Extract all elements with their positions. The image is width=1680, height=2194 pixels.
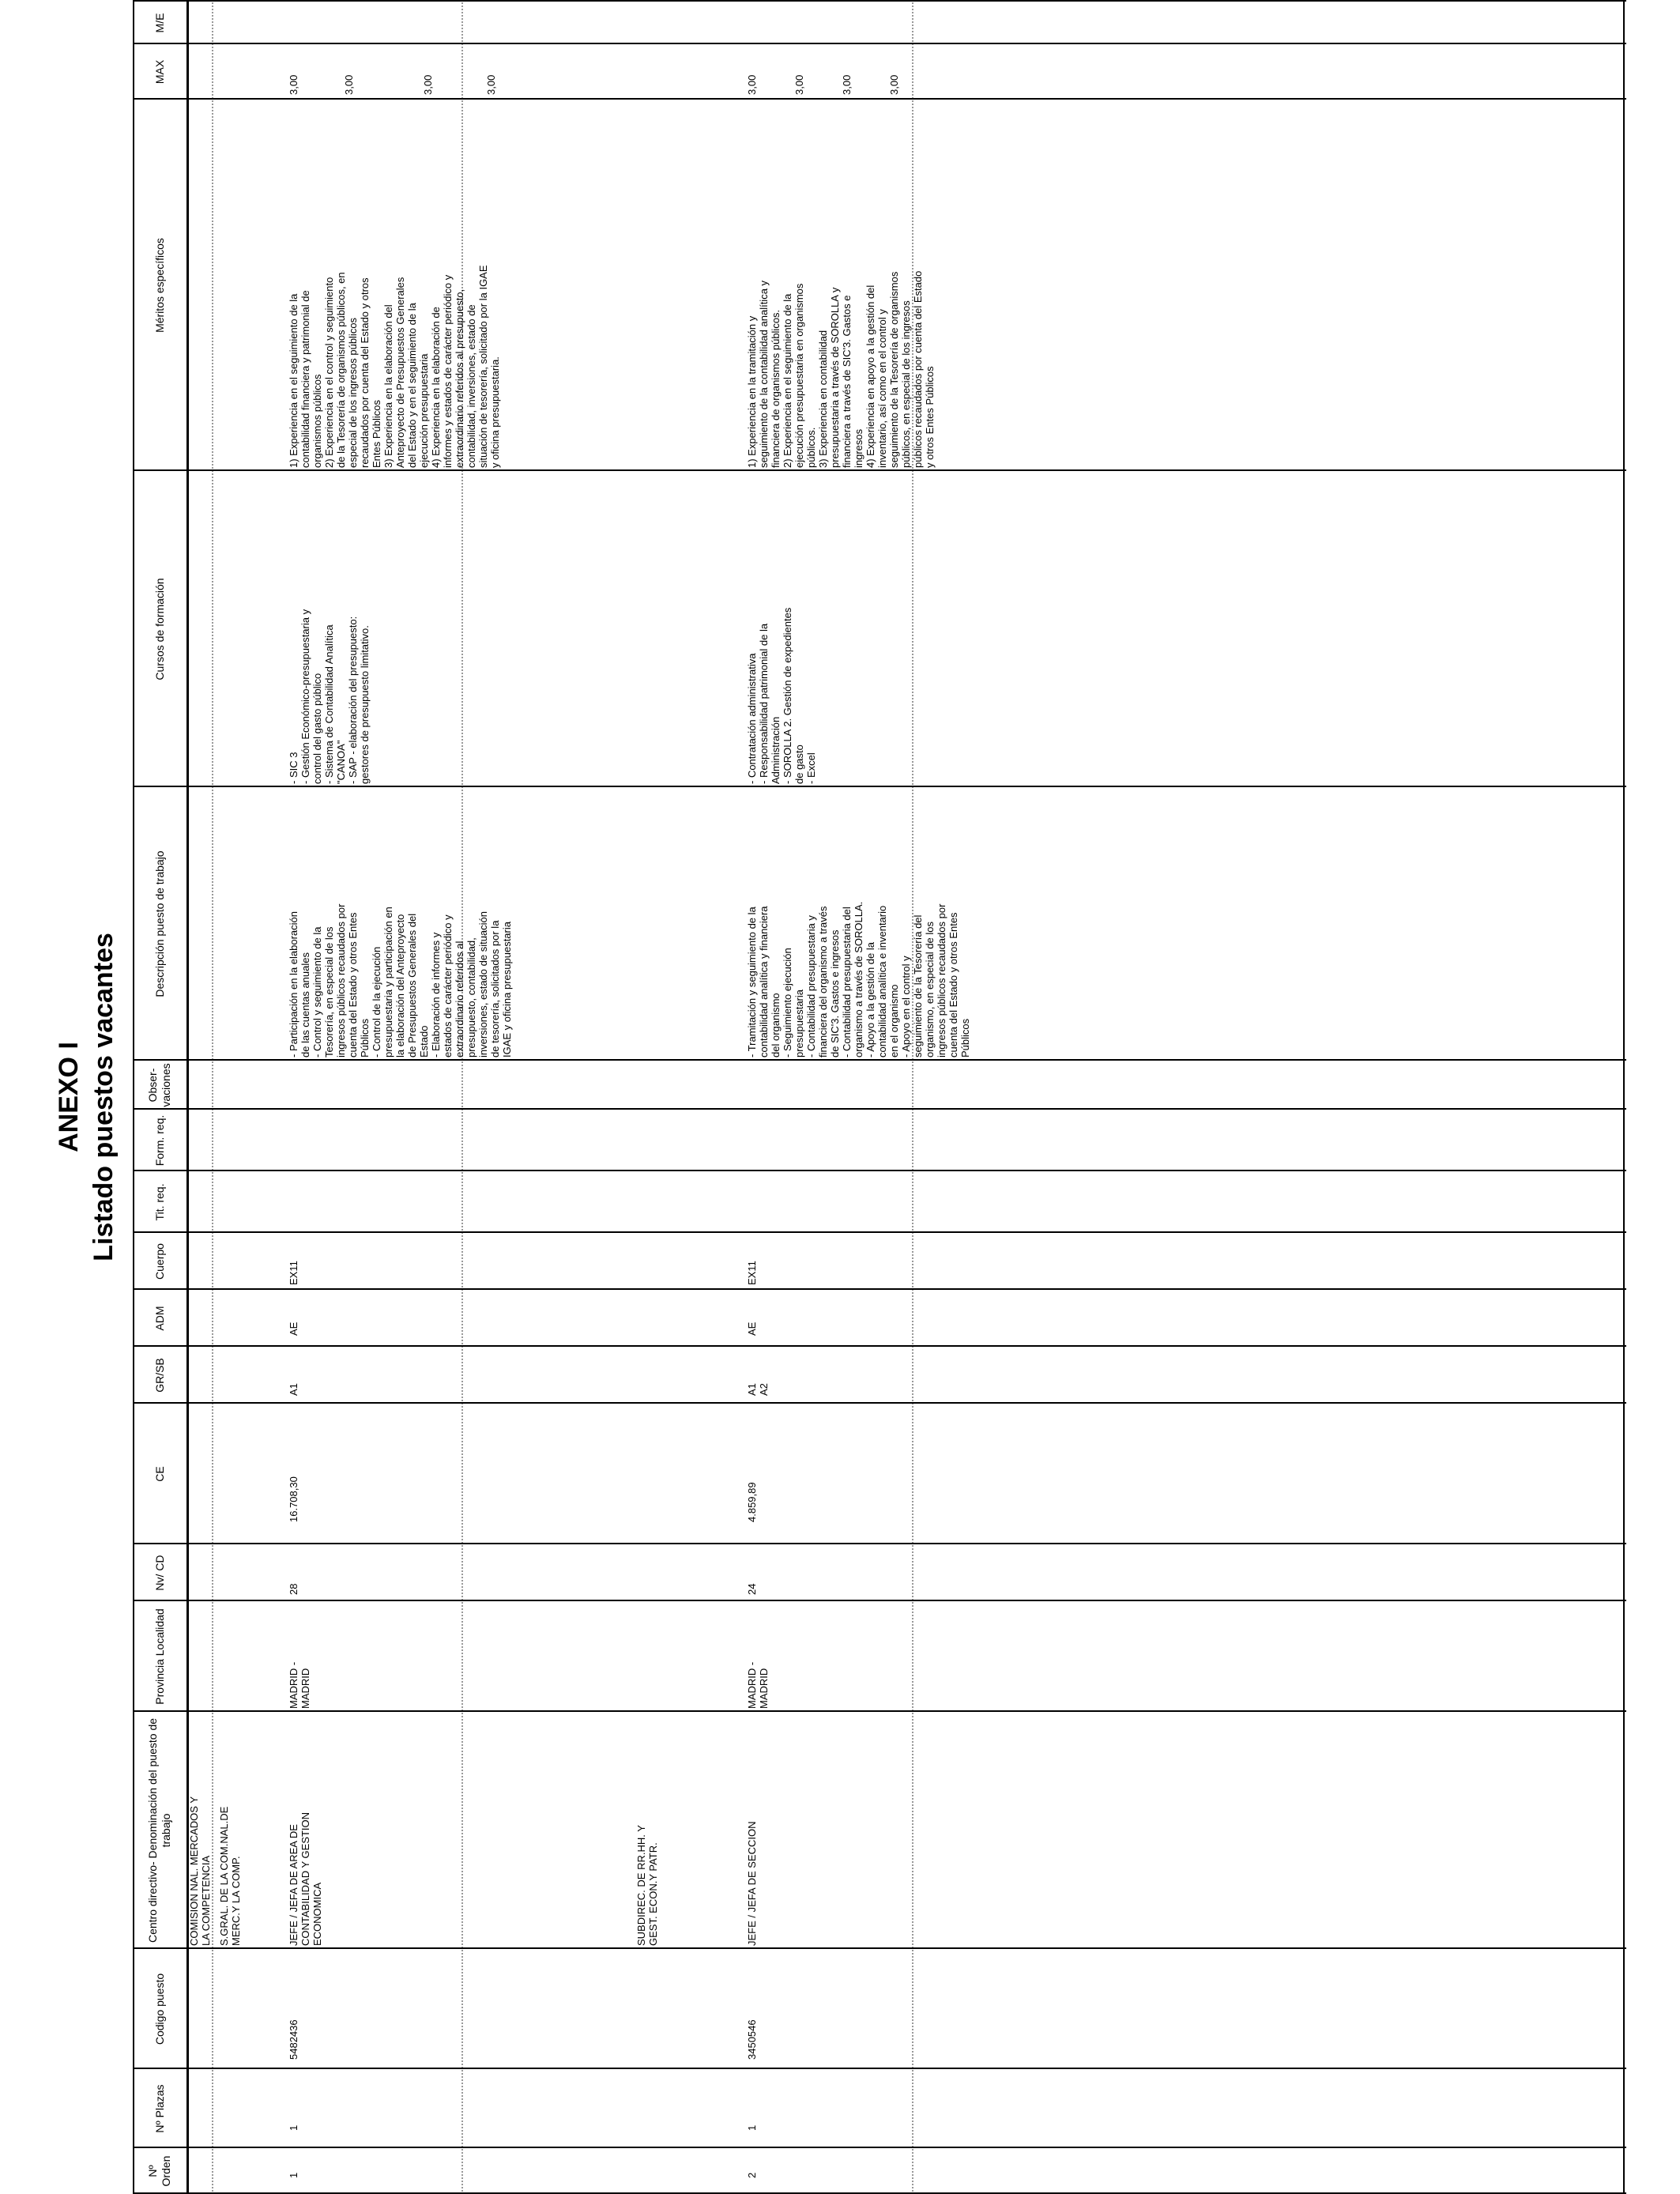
- subdireccion-2: SUBDIREC. DE RR.HH. Y GEST. ECON.Y PATR.: [635, 1825, 659, 1946]
- row2-max-1: 3,00: [746, 74, 758, 95]
- col-line: [133, 469, 1626, 471]
- row2-max-2: 3,00: [793, 74, 805, 95]
- row2-adm: AE: [746, 1321, 758, 1336]
- header-codigo: Codigo puesto: [153, 1973, 166, 2045]
- row1-codigo: 5482436: [288, 2019, 299, 2060]
- col-line: [133, 1402, 1626, 1404]
- col-line: [133, 1108, 1626, 1110]
- col-line: [133, 2147, 1626, 2148]
- col-line: [133, 1600, 1626, 1601]
- row1-denominacion: JEFE / JEFA DE AREA DE CONTABILIDAD Y GESTION ECONOMICA: [288, 1811, 323, 1946]
- header-descripcion: Descripción puesto de trabajo: [153, 850, 166, 997]
- header-obs: Obser- vaciones: [146, 1063, 172, 1107]
- row1-max-4: 3,00: [485, 74, 497, 95]
- col-line: [133, 43, 1626, 44]
- header-adm: ADM: [153, 1306, 166, 1331]
- header-nivel: Nv/ CD: [153, 1555, 166, 1591]
- row2-nivel: 24: [746, 1583, 758, 1595]
- row1-cuerpo: EX11: [288, 1261, 299, 1285]
- row1-orden: 1: [288, 2172, 299, 2178]
- row2-provincia: MADRID - MADRID: [746, 1661, 770, 1709]
- header-cuerpo: Cuerpo: [153, 1243, 166, 1280]
- row1-adm: AE: [288, 1321, 299, 1336]
- header-plazas: Nº Plazas: [153, 2084, 166, 2133]
- row1-max-3: 3,00: [422, 74, 434, 95]
- row2-max-4: 3,00: [888, 74, 900, 95]
- organismo-name: COMISION NAL. MERCADOS Y LA COMPETENCIA: [188, 1796, 212, 1946]
- col-line: [133, 786, 1626, 787]
- col-line: [133, 1345, 1626, 1347]
- vacancies-table: [133, 0, 1626, 2194]
- header-cursos: Cursos de formación: [153, 578, 166, 680]
- subdireccion-1: S.GRAL. DE LA COM.NAL.DE MERC.Y LA COMP.: [218, 1806, 242, 1946]
- header-form: Form. req.: [153, 1114, 166, 1167]
- title-block: [0, 0, 134, 2194]
- header-max: MAX: [153, 59, 166, 85]
- document-subtitle: Listado puestos vacantes: [89, 933, 119, 1261]
- header-centro: Centro directivo- Denominación del puesto de trabajo: [146, 1717, 172, 1943]
- header-tit: Tit. req.: [153, 1183, 166, 1221]
- row1-provincia: MADRID - MADRID: [288, 1661, 311, 1709]
- col-line: [133, 1543, 1626, 1544]
- row2-plazas: 1: [746, 2124, 758, 2131]
- row1-nivel: 28: [288, 1583, 299, 1595]
- row2-meritos: 1) Experiencia en la tramitación y seguimiento de la contabilidad analítica y financiera de organismos públicos. 2) Experiencia en el seguimiento de la ejecución presupuestaria en organismos públicos. 3) Experiencia en contabilidad presupuestaria a través de SOROLLA y financiera a través de SIC'3. Gastos e ingresos 4) Experiencia en apoyo a la gestión del inventario, así como en el control y seguimiento de la Tesorería de organismos públicos, en especial de los ingresos públicos recaudados por cuenta del Estado y otros Entes Públicos: [746, 270, 936, 468]
- row2-grsb: A1 A2: [746, 1383, 770, 1396]
- header-ce: CE: [153, 1466, 166, 1482]
- header-me: M/E: [153, 13, 166, 33]
- header-meritos: Méritos específicos: [153, 238, 166, 333]
- row-guide-1: [212, 0, 213, 2194]
- row2-codigo: 3450546: [746, 2019, 758, 2060]
- col-line: [133, 1231, 1626, 1233]
- col-line: [133, 1288, 1626, 1290]
- col-line: [133, 1170, 1626, 1171]
- row1-plazas: 1: [288, 2124, 299, 2131]
- header-grsb: GR/SB: [153, 1358, 166, 1393]
- col-line: [133, 1947, 1626, 1949]
- row1-cursos: - SIC 3 - Gestión Económico-presupuestaria y control del gasto público - Sistema de Contabilidad Analítica "CANOA" - SAP - elaboración del presupuesto: gestores de presupuesto limitativo.: [288, 609, 371, 784]
- col-line: [133, 0, 1626, 2]
- col-line: [133, 98, 1626, 100]
- row2-cursos: - Contratación administrativa - Responsabilidad patrimonial de la Administración - SOROLLA 2. Gestión de expedientes de gasto - Excel: [746, 607, 817, 784]
- row1-meritos: 1) Experiencia en el seguimiento de la contabilidad financiera y patrimonial de organismos públicos 2) Experiencia en el control y seguimiento de la Tesorería de organismos públicos, en especial de los ingresos públicos recaudados por cuenta del Estado y otros Entes Públicos 3) Experiencia en la elaboración del Anteproyecto de Presupuestos Generales del Estado y en el seguimiento de la ejecución presupuestaria 4) Experiencia en la elaboración de informes y estados de carácter periódico y extraordinario referidos al presupuesto, contabilidad, inversiones, estado de situación de tesorería, solicitado por la IGAE y oficina presupuestaria.: [288, 265, 501, 468]
- row2-orden: 2: [746, 2172, 758, 2178]
- table-border-bottom: [1623, 0, 1625, 2194]
- col-line: [133, 1059, 1626, 1061]
- header-provincia: Provincia Localidad: [153, 1608, 166, 1705]
- row2-max-3: 3,00: [841, 74, 853, 95]
- row2-cuerpo: EX11: [746, 1261, 758, 1285]
- document-title: ANEXO I: [54, 1042, 84, 1152]
- row1-ce: 16.708,30: [288, 1476, 299, 1522]
- row1-max-2: 3,00: [343, 74, 355, 95]
- col-line: [133, 1710, 1626, 1712]
- row2-denominacion: JEFE / JEFA DE SECCION: [746, 1821, 758, 1946]
- row2-ce: 4.859,89: [746, 1482, 758, 1522]
- row2-descripcion: - Tramitación y seguimiento de la contabilidad analítica y financiera del organismo - Seguimiento ejecución presupuestaria - Contabilidad presupuestaria y financiera del organismo a través de SIC'3. Gastos e ingresos - Contabilidad presupuestaria del organismo a través de SOROLLA. - Apoyo a la gestión de la contabilidad analítica e inventario en el organismo - Apoyo en el control y seguimiento de la Tesorería del organismo, en especial de los ingresos públicos recaudados por cuenta del Estado y otros Entes Públicos: [746, 901, 971, 1057]
- row1-descripcion: - Participación en la elaboración de las cuentas anuales - Control y seguimiento de la Tesorería, en especial de los ingresos públicos recaudados por cuenta del Estado y otros Entes Públicos - Control de la ejecución presupuestaria y participación en la elaboración del Anteproyecto de Presupuestos Generales del Estado - Elaboración de informes y estados de carácter periódico y extraordinario referidos al presupuesto, contabilidad, inversiones, estado de situación de tesorería, solicitados por la IGAE y oficina presupuestaria: [288, 903, 513, 1057]
- col-line: [133, 2068, 1626, 2069]
- header-orden: Nº Orden: [146, 2155, 172, 2187]
- row1-grsb: A1: [288, 1383, 299, 1396]
- row1-max-1: 3,00: [288, 74, 299, 95]
